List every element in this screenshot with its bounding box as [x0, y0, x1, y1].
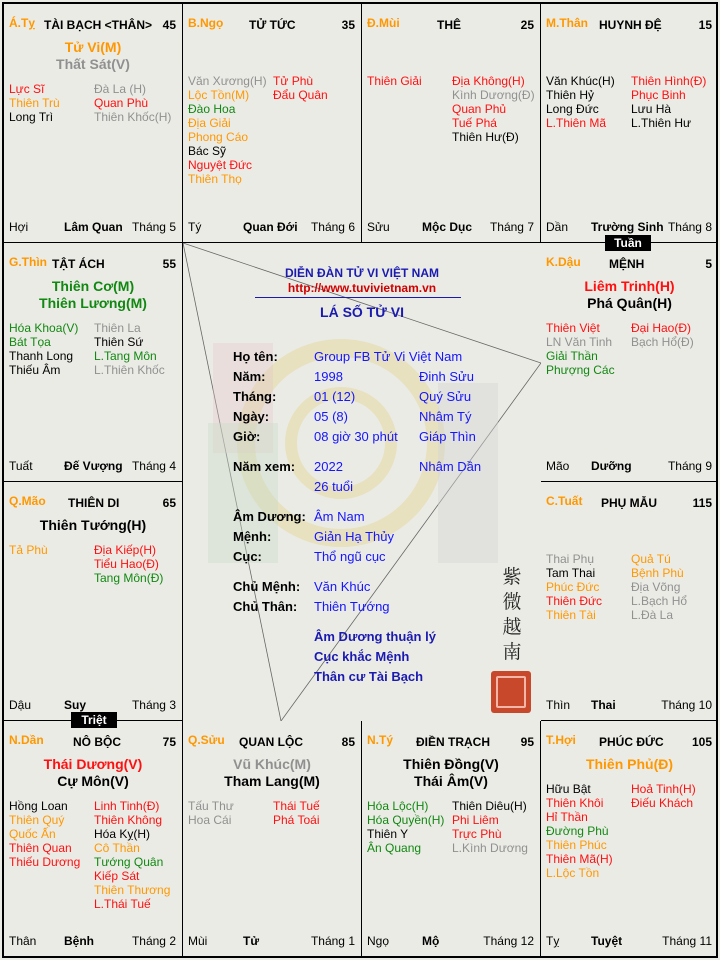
palace-name: ĐIỀN TRẠCH	[416, 735, 490, 749]
year-label: Năm:	[233, 369, 266, 384]
name-value: Group FB Tử Vi Việt Nam	[314, 349, 463, 364]
minor-star: Hoa Cái	[188, 813, 232, 827]
minor-star: Tam Thai	[546, 566, 596, 580]
major-star: Cự Môn(V)	[57, 773, 129, 789]
palace-cycle-phase: Mộc Dục	[422, 220, 473, 234]
palace-stem-branch: N.Dần	[9, 733, 44, 747]
minor-star: Thanh Long	[9, 349, 74, 363]
palace-branch-footer: Ngọ	[367, 934, 390, 948]
major-star: Thái Dương(V)	[43, 756, 143, 772]
major-star: Tử Vi(M)	[64, 39, 122, 55]
minor-star: L.Thiên Hư	[631, 116, 692, 130]
minor-star: L.Lộc Tồn	[546, 866, 600, 880]
palace-name: THIÊN DI	[68, 496, 120, 510]
minor-star: Phục Binh	[631, 88, 686, 102]
palace-age-number: 25	[520, 18, 534, 32]
palace-branch-footer: Mùi	[188, 934, 208, 948]
view-year-label: Năm xem:	[233, 459, 296, 474]
chart-title: LÁ SỐ TỬ VI	[320, 304, 404, 320]
palace-hoi	[541, 721, 718, 956]
minor-star: Tuế Phá	[452, 116, 497, 130]
minor-star: Bệnh Phù	[631, 566, 684, 580]
palace-branch-footer: Thìn	[546, 698, 571, 712]
palace-branch-footer: Tuất	[9, 459, 33, 473]
minor-star: Văn Khúc(H)	[546, 74, 615, 88]
palace-age-number: 15	[698, 18, 712, 32]
minor-star: Thiên Không	[94, 813, 163, 827]
minor-star: Thiên Hỷ	[546, 88, 595, 102]
minor-star: Thiên Việt	[546, 321, 600, 335]
minor-star: Quan Phủ	[452, 102, 507, 116]
minor-star: Quan Phù	[94, 96, 149, 110]
cuc-value: Thổ ngũ cục	[314, 549, 386, 564]
minor-star: L.Thái Tuế	[94, 897, 151, 911]
palace-age-number: 85	[341, 735, 355, 749]
palace-age-number: 35	[341, 18, 355, 32]
minor-star: Hóa Kỵ(H)	[94, 827, 151, 841]
palace-branch-footer: Hợi	[9, 220, 29, 234]
month-label: Tháng:	[233, 389, 277, 404]
palace-name: HUYNH ĐỆ	[599, 18, 662, 32]
palace-month: Tháng 9	[667, 459, 712, 473]
minor-star: Hóa Khoa(V)	[9, 321, 79, 335]
chu-menh-value: Văn Khúc	[314, 579, 371, 594]
minor-star: Giải Thần	[546, 349, 598, 363]
minor-star: Địa Không(H)	[452, 74, 525, 88]
palace-name: TẬT ÁCH	[52, 257, 105, 271]
minor-star: Kiếp Sát	[94, 869, 140, 883]
palace-stem-branch: C.Tuất	[546, 494, 583, 508]
palace-stem-branch: Á.Tỵ	[9, 16, 36, 30]
hour-value: 08 giờ 30 phút	[314, 429, 398, 444]
palace-month: Tháng 2	[131, 934, 176, 948]
center-info-panel	[183, 243, 541, 721]
major-star: Thái Âm(V)	[414, 773, 488, 789]
palace-month: Tháng 3	[131, 698, 176, 712]
minor-star: Phong Cáo	[188, 130, 249, 144]
minor-star: Tả Phù	[9, 543, 48, 557]
horoscope-chart	[2, 2, 718, 958]
minor-star: Thiên Hư(Đ)	[452, 130, 519, 144]
palace-than	[541, 4, 718, 243]
note-1: Âm Dương thuận lý	[314, 629, 436, 644]
minor-star: L.Thiên Mã	[546, 116, 607, 130]
view-year-value: 2022	[314, 459, 343, 474]
major-star: Tham Lang(M)	[224, 773, 320, 789]
chu-than-label: Chủ Thân:	[233, 599, 298, 614]
minor-star: Thiên Hình(Đ)	[631, 74, 707, 88]
palace-cycle-phase: Tử	[243, 934, 260, 948]
minor-star: Trực Phù	[452, 827, 502, 841]
palace-name: PHỤ MẪU	[601, 496, 657, 510]
menh-label: Mệnh:	[233, 529, 272, 544]
palace-age-number: 65	[162, 496, 176, 510]
palace-cycle-phase: Bệnh	[64, 934, 94, 948]
minor-star: Đẩu Quân	[273, 88, 328, 102]
minor-star: Bát Tọa	[9, 335, 51, 349]
month-value: 01 (12)	[314, 389, 356, 404]
minor-star: Thiên Mã(H)	[546, 852, 613, 866]
palace-cycle-phase: Lâm Quan	[64, 220, 123, 234]
palace-month: Tháng 11	[662, 934, 712, 948]
palace-age-number: 115	[692, 496, 712, 510]
menh-value: Giản Hạ Thủy	[314, 529, 394, 544]
minor-star: Địa Kiếp(H)	[94, 543, 157, 557]
palace-branch-footer: Tỵ	[546, 934, 560, 948]
minor-star: Thiên La	[94, 321, 141, 335]
minor-star: Thiên Trù	[9, 96, 60, 110]
minor-star: L.Thiên Khốc	[94, 363, 165, 377]
palace-age-number: 105	[691, 735, 712, 749]
palace-stem-branch: T.Hợi	[546, 733, 576, 747]
major-star: Vũ Khúc(M)	[233, 756, 311, 772]
palace-cycle-phase: Suy	[64, 698, 87, 712]
hour-label: Giờ:	[233, 429, 261, 444]
red-seal-stamp	[491, 671, 531, 713]
palace-cycle-phase: Đế Vượng	[64, 459, 123, 473]
amduong-label: Âm Dương:	[233, 509, 306, 524]
amduong-value: Âm Nam	[314, 509, 365, 524]
palace-age-number: 75	[162, 735, 176, 749]
minor-star: Thiên Đức	[546, 594, 603, 608]
major-star: Thất Sát(V)	[56, 56, 130, 72]
minor-star: Linh Tinh(Đ)	[94, 799, 160, 813]
palace-cycle-phase: Mộ	[422, 934, 440, 948]
minor-star: Thiên Phúc	[546, 838, 607, 852]
minor-star: L.Đà La	[631, 608, 674, 622]
palace-branch-footer: Thân	[9, 934, 37, 948]
minor-star: Đại Hao(Đ)	[631, 321, 692, 335]
palace-tyy	[362, 721, 541, 956]
major-star: Thiên Cơ(M)	[51, 278, 135, 294]
day-canchi: Nhâm Tý	[419, 409, 472, 424]
palace-cycle-phase: Thai	[591, 698, 616, 712]
palace-name: NÔ BỘC	[73, 735, 121, 749]
minor-star: Hóa Lộc(H)	[367, 799, 429, 813]
chu-menh-label: Chủ Mệnh:	[233, 579, 301, 594]
palace-name: MỆNH	[609, 257, 645, 271]
minor-star: Thiên Thương	[94, 883, 171, 897]
minor-star: Hoả Tinh(H)	[631, 782, 696, 796]
palace-cycle-phase: Tuyệt	[591, 934, 623, 948]
palace-ngo	[183, 4, 362, 243]
minor-star: L.Bạch Hổ	[631, 594, 688, 608]
major-star: Thiên Phủ(Đ)	[585, 756, 674, 772]
palace-month: Tháng 4	[131, 459, 176, 473]
palace-age-number: 95	[520, 735, 534, 749]
palace-cycle-phase: Dưỡng	[591, 459, 632, 473]
palace-branch-footer: Mão	[546, 459, 570, 473]
palace-thin	[4, 243, 183, 482]
minor-star: LN Văn Tinh	[546, 335, 613, 349]
palace-cycle-phase: Trường Sinh	[591, 220, 664, 234]
palace-month: Tháng 1	[310, 934, 355, 948]
palace-month: Tháng 8	[667, 220, 712, 234]
year-canchi: Đinh Sửu	[419, 369, 474, 384]
month-canchi: Quý Sửu	[419, 389, 472, 404]
minor-star: Thái Tuế	[273, 799, 320, 813]
palace-name: TÀI BẠCH <THÂN>	[44, 18, 153, 32]
cuc-label: Cục:	[233, 549, 262, 564]
palace-stem-branch: N.Tý	[367, 733, 394, 747]
palace-ty	[4, 4, 183, 243]
palace-stem-branch: G.Thìn	[9, 255, 47, 269]
minor-star: Lưu Hà	[631, 102, 672, 116]
minor-star: Thiên Tài	[546, 608, 596, 622]
palace-age-number: 45	[162, 18, 176, 32]
palace-cycle-phase: Quan Đới	[243, 220, 298, 234]
day-value: 05 (8)	[314, 409, 348, 424]
note-3: Thân cư Tài Bạch	[314, 669, 424, 684]
day-label: Ngày:	[233, 409, 270, 424]
minor-star: Thiên Y	[367, 827, 409, 841]
minor-star: Văn Xương(H)	[188, 74, 267, 88]
minor-star: Lực Sĩ	[9, 82, 45, 96]
minor-star: Phá Toái	[273, 813, 320, 827]
palace-stem-branch: B.Ngọ	[188, 16, 224, 30]
palace-tuat	[541, 482, 718, 721]
minor-star: Bác Sỹ	[188, 144, 227, 158]
palace-dau	[541, 243, 718, 482]
palace-stem-branch: Q.Mão	[9, 494, 46, 508]
minor-star: Cô Thần	[94, 841, 140, 855]
minor-star: Thiên Giải	[367, 74, 422, 88]
major-star: Phá Quân(H)	[587, 295, 672, 311]
minor-star: Ân Quang	[367, 841, 422, 855]
name-label: Họ tên:	[233, 349, 278, 364]
palace-month: Tháng 12	[483, 934, 534, 948]
palace-age-number: 55	[162, 257, 176, 271]
palace-mao	[4, 482, 183, 721]
minor-star: Phi Liêm	[452, 813, 499, 827]
palace-dan	[4, 721, 183, 956]
forum-name: DIỄN ĐÀN TỬ VI VIỆT NAM	[285, 266, 439, 280]
palace-suu	[183, 721, 362, 956]
minor-star: Quả Tú	[631, 552, 671, 566]
note-2: Cục khắc Mệnh	[314, 649, 410, 664]
palace-mui	[362, 4, 541, 243]
title-divider	[255, 297, 461, 298]
minor-star: Long Đức	[546, 102, 599, 116]
minor-star: L.Kình Dương	[452, 841, 528, 855]
minor-star: Đào Hoa	[188, 102, 236, 116]
age-value: 26 tuổi	[314, 479, 354, 494]
minor-star: Lộc Tồn(M)	[188, 88, 250, 102]
minor-star: Đường Phù	[546, 824, 609, 838]
major-star: Thiên Lương(M)	[39, 295, 147, 311]
minor-star: L.Tang Môn	[94, 349, 157, 363]
palace-branch-footer: Sửu	[367, 220, 390, 234]
minor-star: Hỉ Thần	[546, 810, 588, 824]
palace-stem-branch: Q.Sửu	[188, 733, 225, 747]
forum-url[interactable]: http://www.tuvivietnam.vn	[287, 281, 437, 295]
minor-star: Thiên Khôi	[546, 796, 604, 810]
minor-star: Kình Dương(Đ)	[452, 88, 535, 102]
minor-star: Địa Giải	[188, 116, 231, 130]
minor-star: Điếu Khách	[631, 796, 694, 810]
minor-star: Tiểu Hao(Đ)	[94, 557, 159, 571]
minor-star: Quốc Ấn	[9, 827, 56, 841]
minor-star: Địa Võng	[631, 580, 681, 594]
minor-star: Thiên Sứ	[94, 335, 144, 349]
palace-branch-footer: Tý	[188, 220, 202, 234]
major-star: Thiên Tướng(H)	[39, 517, 147, 533]
year-value: 1998	[314, 369, 343, 384]
palace-stem-branch: M.Thân	[546, 16, 588, 30]
palace-month: Tháng 6	[310, 220, 355, 234]
minor-star: Thiên Thọ	[188, 172, 242, 186]
view-year-canchi: Nhâm Dần	[419, 459, 482, 474]
palace-branch-footer: Dậu	[9, 698, 32, 712]
chu-than-value: Thiên Tướng	[314, 599, 390, 614]
minor-star: Thiếu Âm	[9, 363, 61, 377]
palace-name: QUAN LỘC	[239, 735, 303, 749]
major-star: Thiên Đồng(V)	[403, 756, 499, 772]
major-star: Liêm Trinh(H)	[584, 278, 675, 294]
palace-branch-footer: Dần	[546, 220, 569, 234]
minor-star: Long Trì	[9, 110, 54, 124]
minor-star: Tang Môn(Đ)	[94, 571, 164, 585]
palace-month: Tháng 10	[661, 698, 712, 712]
minor-star: Thiên Quý	[9, 813, 65, 827]
palace-name: THÊ	[437, 18, 461, 32]
minor-star: Tử Phù	[273, 74, 314, 88]
vertical-calligraphy: 紫微越南	[502, 566, 522, 663]
minor-star: Nguyệt Đức	[188, 158, 253, 172]
tuan-badge: Tuần	[605, 235, 651, 251]
minor-star: Tấu Thư	[188, 799, 234, 813]
palace-age-number: 5	[705, 257, 712, 271]
palace-stem-branch: Đ.Mùi	[367, 16, 400, 30]
minor-star: Tướng Quân	[94, 855, 164, 869]
minor-star: Đà La (H)	[94, 82, 147, 96]
palace-month: Tháng 7	[489, 220, 534, 234]
palace-stem-branch: K.Dậu	[546, 255, 581, 269]
palace-month: Tháng 5	[131, 220, 176, 234]
minor-star: Thiếu Dương	[9, 855, 81, 869]
minor-star: Phúc Đức	[546, 580, 600, 594]
minor-star: Thiên Khốc(H)	[94, 110, 172, 124]
minor-star: Thiên Diêu(H)	[452, 799, 527, 813]
minor-star: Hồng Loan	[9, 799, 68, 813]
minor-star: Hóa Quyền(H)	[367, 813, 445, 827]
palace-name: PHÚC ĐỨC	[599, 735, 664, 749]
minor-star: Phượng Các	[546, 363, 615, 377]
palace-name: TỬ TỨC	[249, 18, 296, 32]
minor-star: Hữu Bật	[546, 782, 591, 796]
triet-badge: Triệt	[71, 712, 117, 728]
minor-star: Thai Phụ	[546, 552, 595, 566]
minor-star: Thiên Quan	[9, 841, 72, 855]
hour-canchi: Giáp Thìn	[419, 429, 476, 444]
minor-star: Bạch Hổ(Đ)	[631, 335, 694, 349]
